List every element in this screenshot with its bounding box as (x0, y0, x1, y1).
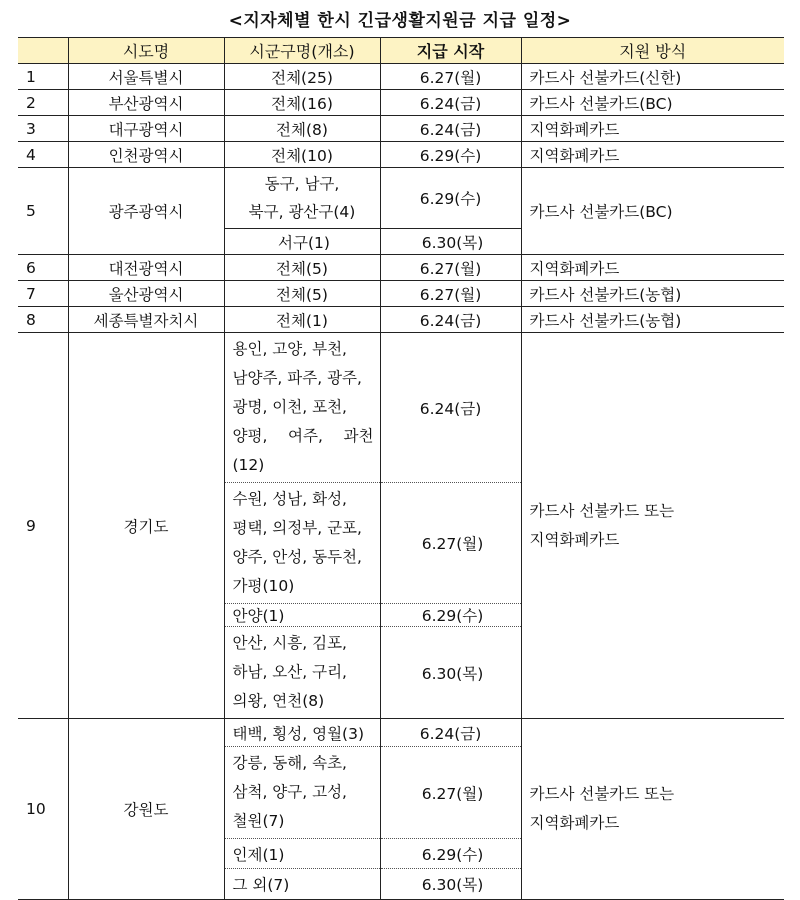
table-row (18, 333, 784, 483)
sido-name: 광주광역시 (68, 168, 224, 255)
start-date: 6.24(금) (380, 719, 521, 747)
method-line: 카드사 선불카드 또는 (529, 785, 675, 803)
sigungu-name (224, 333, 380, 483)
table-row (18, 90, 784, 116)
start-date: 6.29(수) (380, 839, 521, 869)
sido-name: 인천광역시 (68, 142, 224, 168)
sigungu-name: 인제(1) (224, 839, 380, 869)
support-method: 지역화폐카드 (521, 142, 784, 168)
sigungu-line: 강릉, 동해, 속초, (232, 754, 347, 772)
header-start: 지급 시작 (380, 38, 521, 64)
start-date: 6.27(월) (380, 281, 521, 307)
support-method: 카드사 선불카드(BC) (521, 168, 784, 255)
row-number: 9 (18, 333, 68, 719)
row-number: 10 (18, 719, 68, 900)
support-method (521, 333, 784, 719)
start-date: 6.27(월) (380, 747, 521, 839)
header-no (18, 38, 68, 64)
method-line: 카드사 선불카드 또는 (529, 501, 675, 520)
table-row (18, 307, 784, 333)
support-method: 카드사 선불카드(농협) (521, 281, 784, 307)
start-date: 6.24(금) (380, 307, 521, 333)
header-method: 지원 방식 (521, 38, 784, 64)
sigungu-name (224, 168, 380, 229)
sigungu-name: 전체(25) (224, 64, 380, 90)
sido-name: 강원도 (68, 719, 224, 900)
table-row (18, 168, 784, 229)
sido-name: 세종특별자치시 (68, 307, 224, 333)
row-number: 7 (18, 281, 68, 307)
sigungu-name: 전체(16) (224, 90, 380, 116)
start-date: 6.30(목) (380, 869, 521, 900)
sigungu-line: 광명, 이천, 포천, (232, 398, 347, 416)
row-number: 4 (18, 142, 68, 168)
support-method: 카드사 선불카드(농협) (521, 307, 784, 333)
sigungu-line: 용인, 고양, 부천, (232, 340, 347, 358)
method-line: 지역화폐카드 (529, 814, 620, 832)
sigungu-name (224, 483, 380, 604)
sido-name: 대구광역시 (68, 116, 224, 142)
sigungu-line: 의왕, 연천(8) (232, 692, 325, 710)
row-number: 3 (18, 116, 68, 142)
sigungu-line: 양주, 안성, 동두천, (232, 548, 362, 566)
start-date: 6.24(금) (380, 116, 521, 142)
method-line: 지역화폐카드 (529, 530, 620, 549)
table-row (18, 281, 784, 307)
table-row (18, 116, 784, 142)
sigungu-line: 철원(7) (232, 812, 285, 830)
row-number: 2 (18, 90, 68, 116)
sigungu-name (224, 747, 380, 839)
row-number: 5 (18, 168, 68, 255)
sido-name: 울산광역시 (68, 281, 224, 307)
start-date: 6.24(금) (380, 90, 521, 116)
start-date: 6.29(수) (380, 142, 521, 168)
sigungu-name: 전체(8) (224, 116, 380, 142)
start-date: 6.24(금) (380, 333, 521, 483)
sigungu-line: 수원, 성남, 화성, (232, 490, 347, 508)
sigungu-name: 서구(1) (224, 229, 380, 255)
support-method: 지역화폐카드 (521, 255, 784, 281)
row-number: 8 (18, 307, 68, 333)
sigungu-name: 전체(1) (224, 307, 380, 333)
sigungu-name (224, 627, 380, 719)
header-sido: 시도명 (68, 38, 224, 64)
sigungu-line: 평택, 의정부, 군포, (232, 519, 362, 537)
sigungu-name: 안양(1) (224, 604, 380, 627)
sigungu-line: 가평(10) (232, 577, 295, 595)
table-title: <지자체별 한시 긴급생활지원금 지급 일정> (228, 11, 572, 31)
schedule-table (18, 37, 784, 900)
row-number: 6 (18, 255, 68, 281)
start-date: 6.27(월) (380, 255, 521, 281)
header-sigungu: 시군구명(개소) (224, 38, 380, 64)
table-row (18, 255, 784, 281)
sigungu-line: 하남, 오산, 구리, (232, 663, 347, 681)
table-row (18, 142, 784, 168)
sigungu-line: 남양주, 파주, 광주, (232, 369, 362, 387)
sigungu-line: 삼척, 양구, 고성, (232, 783, 347, 801)
start-date: 6.29(수) (380, 604, 521, 627)
support-method: 카드사 선불카드(신한) (521, 64, 784, 90)
table-row (18, 64, 784, 90)
sido-name: 부산광역시 (68, 90, 224, 116)
start-date: 6.29(수) (380, 168, 521, 229)
support-method: 지역화폐카드 (521, 116, 784, 142)
sigungu-line: 양평, 여주, 과천(12) (232, 427, 374, 474)
table-row (18, 719, 784, 747)
sigungu-line: 북구, 광산구(4) (248, 203, 356, 221)
start-date: 6.27(월) (380, 483, 521, 604)
sido-name: 서울특별시 (68, 64, 224, 90)
sigungu-name: 그 외(7) (224, 869, 380, 900)
support-method (521, 719, 784, 900)
sigungu-line: 안산, 시흥, 김포, (232, 634, 347, 652)
start-date: 6.30(목) (380, 627, 521, 719)
support-method: 카드사 선불카드(BC) (521, 90, 784, 116)
sigungu-line: 동구, 남구, (264, 175, 340, 193)
row-number: 1 (18, 64, 68, 90)
header-row (18, 38, 784, 64)
sigungu-name: 전체(10) (224, 142, 380, 168)
start-date: 6.30(목) (380, 229, 521, 255)
sigungu-name: 태백, 횡성, 영월(3) (224, 719, 380, 747)
start-date: 6.27(월) (380, 64, 521, 90)
sido-name: 대전광역시 (68, 255, 224, 281)
sigungu-name: 전체(5) (224, 281, 380, 307)
sido-name: 경기도 (68, 333, 224, 719)
sigungu-name: 전체(5) (224, 255, 380, 281)
